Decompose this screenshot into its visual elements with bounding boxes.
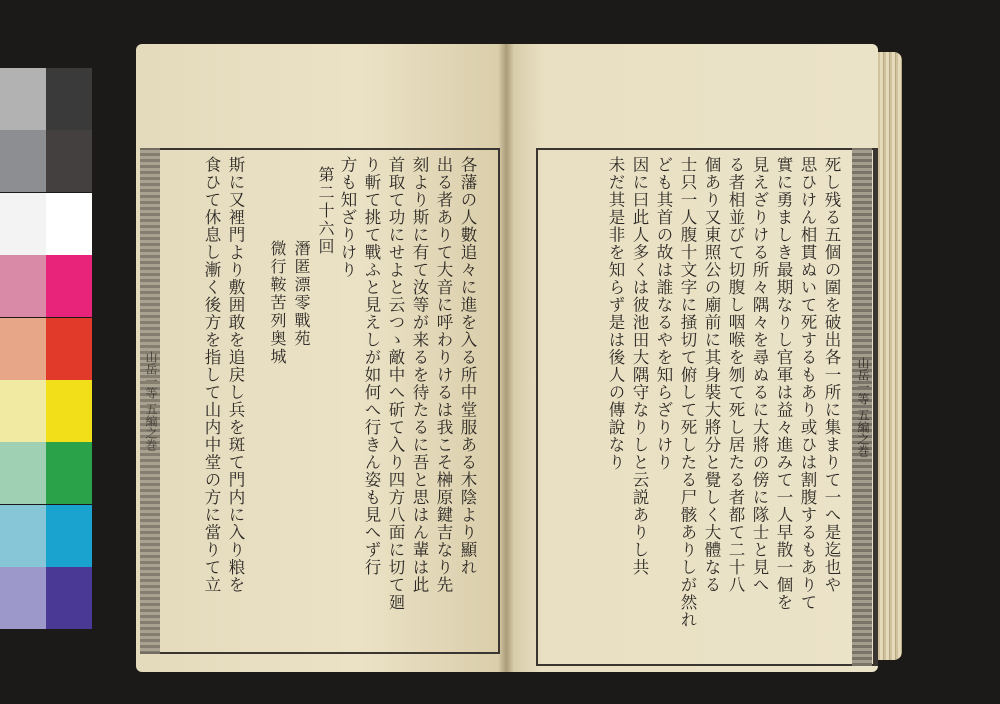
calibration-patch [0,380,46,442]
calibration-patch [0,68,46,130]
left-page-hanshin: 山岳一等 五編之巻 [140,148,160,654]
calibration-patch [0,318,46,380]
right-text-column: 見えざりける所々隅々を尋ぬるに大將の傍に隊士と見へ [750,156,769,594]
left-text-column: 斯に又裡門より敷囲敢を追戻し兵を斑て門内に入り粮を [226,156,245,594]
left-text-column: 出る者ありて大音に呼わりけるは我こそ榊原鍵吉なり先 [434,156,453,594]
right-text-column: 實に勇ましき最期なりし官軍は益々進みて一人早散一個を [774,156,793,611]
calibration-patch [0,505,46,567]
chapter-title: 第二十六回 [316,166,335,256]
calibration-patch [46,380,92,442]
chapter-subtitle: 潛匿漂零戰苑 [292,240,311,348]
calibration-patch [0,442,46,504]
calibration-patch [0,193,46,255]
left-text-column: り斬て挑て戰ふと見えしが如何へ行きん姿も見へず行 [362,156,381,576]
calibration-patch [46,68,92,130]
left-text-column: 食ひて休息し漸く後方を指して山内中堂の方に當りて立 [202,156,221,594]
right-text-column: 個あり又東照公の廟前に其身裝大將分と覺しく大體なる [702,156,721,594]
calibration-patch [46,442,92,504]
right-text-column: 因に曰此人多くは彼池田大隅守なりしと云説ありし共 [630,156,649,576]
calibration-patch [46,193,92,255]
calibration-patch [0,567,46,629]
right-text-column: 未だ其是非を知らず是は後人の傳說なり [606,156,625,471]
right-text-column: ども其首の故は誰なるやを知らざりけり [654,156,673,471]
book-gutter [498,44,514,672]
calibration-patch [0,130,46,192]
chapter-subtitle: 微行鞍苦列奥城 [268,240,287,366]
right-page-hanshin: 山岳一等 五編之巻 [852,148,872,666]
right-text-column: 思ひけん相貫ぬいて死するもあり或ひは割腹するもありて [798,156,817,611]
calibration-patch [46,318,92,380]
calibration-patch [46,567,92,629]
right-text-column: 死し残る五個の圍を破出各一所に集まりて一へ是迄也や [822,156,841,594]
color-calibration-strip [0,68,92,630]
right-text-column: 士只一人腹十文字に掻切て俯して死したる尸骸ありしが然れ [678,156,697,629]
calibration-patch [46,255,92,317]
right-text-column: る者相並びて切腹し咽喉を刎て死し居たる者都て二十八 [726,156,745,594]
calibration-patch [0,255,46,317]
left-text-column: 刻より斯に有て汝等が来るを待たるに吾と思はん輩は此 [410,156,429,594]
left-text-column: 方も知ざりけり [338,156,357,279]
open-book [136,44,906,672]
left-text-column: 各藩の人數追々に進を入る所中堂服ある木陰より顯れ [458,156,477,576]
calibration-patch [46,505,92,567]
left-text-column: 首取て功にせよと云つゝ敵中へ斫て入り四方八面に切て廻 [386,156,405,611]
calibration-patch [46,130,92,192]
